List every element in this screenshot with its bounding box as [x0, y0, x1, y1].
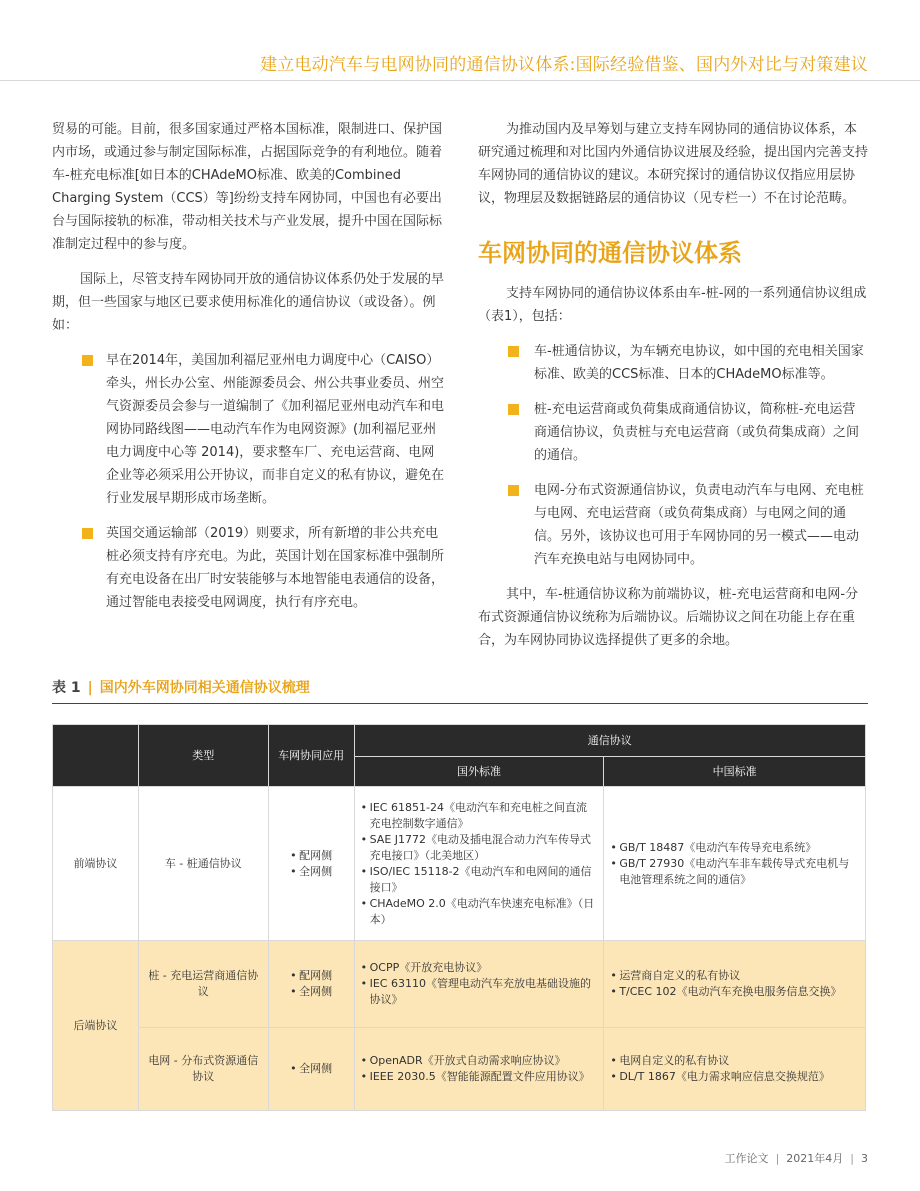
bullet-item-grid-resource: [478, 479, 868, 571]
cell-application: [268, 787, 354, 941]
right-paragraph-1: 为推动国内及早筹划与建立支持车网协同的通信协议体系，本研究通过梳理和对比国内外通信协议进展及经验，提出国内完善支持车网协同的通信协议的建议。本研究探讨的通信协议仅指应用层协议，物理层及数据链路层的通信协议（见专栏一）不在讨论范畴。: [478, 122, 869, 206]
bullet-text: 桩-充电运营商或负荷集成商通信协议，简称桩-充电运营商通信协议，负责桩与充电运营商（或负荷集成商）之间的通信。: [534, 402, 860, 463]
table-caption-separator: |: [87, 680, 93, 696]
footer-label: 工作论文: [724, 1152, 769, 1165]
header-cell-foreign: 国外标准: [354, 757, 604, 787]
right-paragraph-2: 支持车网协同的通信协议体系由车-桩-网的一系列通信协议组成（表1），包括：: [478, 286, 867, 324]
table-header-row: [53, 725, 866, 757]
header-cell-type: 类型: [138, 725, 268, 787]
table-caption-number: 表 1: [52, 680, 81, 696]
application-item: • 配网侧: [290, 848, 332, 864]
square-bullet-icon: [82, 528, 93, 539]
bullet-text: 英国交通运输部（2019）则要求，所有新增的非公共充电桩必须支持有序充电。为此，英国计划在国家标准中强制所有充电设备在出厂时安装能够与本地智能电表通信的设备，通过智能电表接受电网调度，执行有序充电。: [106, 526, 445, 610]
standard-item: • IEEE 2030.5《智能能源配置文件应用协议》: [361, 1069, 598, 1085]
cell-application: [268, 941, 354, 1028]
header-cell-china: 中国标准: [604, 757, 866, 787]
header-cell-application: 车网协同应用: [268, 725, 354, 787]
application-item: • 全网侧: [290, 1061, 332, 1077]
bullet-item-pile-operator: [478, 398, 868, 467]
application-item: • 全网侧: [290, 864, 332, 880]
footer-separator: |: [775, 1152, 780, 1165]
cell-type-vehicle-pile: 车 - 桩通信协议: [138, 787, 268, 941]
standard-item: • IEC 63110《管理电动汽车充放电基础设施的协议》: [361, 976, 598, 1008]
standard-item: • GB/T 18487《电动汽车传导充电系统》: [610, 840, 859, 856]
application-item: • 全网侧: [290, 984, 332, 1000]
cell-category-front: 前端协议: [53, 787, 139, 941]
cell-china-standards: [604, 941, 866, 1028]
application-item: • 配网侧: [290, 968, 332, 984]
standard-item: • GB/T 27930《电动汽车非车载传导式充电机与电池管理系统之间的通信》: [610, 856, 859, 888]
standard-item: • CHAdeMO 2.0《电动汽车快速充电标准》（日本）: [361, 896, 598, 928]
left-paragraph-1: 贸易的可能。目前，很多国家通过严格本国标准，限制进口、保护国内市场，或通过参与制定国际标准，占据国际竞争的有利地位。随着车-桩充电标准[如日本的CHAdeMO标准、欧美的Combined Charging System（CCS）等]纷纷支持车网协同，中国也有必要出台与国际接轨的标准，带动相关技术与产业发展，提升中国在国际标准制定过程中的参与度。: [52, 122, 443, 252]
table-caption-title: 国内外车网协同相关通信协议梳理: [99, 680, 310, 696]
bullet-item-caiso: [52, 349, 444, 510]
table-row-back-1: [53, 941, 866, 1028]
square-bullet-icon: [508, 485, 519, 496]
cell-category-back: 后端协议: [53, 941, 139, 1111]
section-heading: 车网协同的通信协议体系: [478, 239, 742, 267]
bullet-text: 电网-分布式资源通信协议，负责电动汽车与电网、充电桩与电网、充电运营商（或负荷集成商）与电网之间的通信。另外，该协议也可用于车网协同的另一模式——电动汽车充换电站与电网协同中。: [534, 483, 864, 567]
page-number: 3: [861, 1152, 868, 1165]
cell-china-standards: [604, 1028, 866, 1111]
bullet-text: 早在2014年，美国加利福尼亚州电力调度中心（CAISO）牵头，州长办公室、州能源委员会、州公共事业委员、州空气资源委员会参与一道编制了《加利福尼亚州电动汽车和电网协同路线图——电动汽车作为电网资源》(加利福尼亚州电力调度中心等 2014)，要求整车厂、充电运营商、电网企业等必须采用公开协议，而非自定义的私有协议，避免在行业发展早期形成市场垄断。: [106, 353, 445, 506]
cell-foreign-standards: [354, 941, 604, 1028]
cell-foreign-standards: [354, 1028, 604, 1111]
cell-type-pile-operator: 桩 - 充电运营商通信协议: [138, 941, 268, 1028]
square-bullet-icon: [82, 355, 93, 366]
standard-item: • OpenADR《开放式自动需求响应协议》: [361, 1053, 598, 1069]
running-header-title: 建立电动汽车与电网协同的通信协议体系:国际经验借鉴、国内外对比与对策建议: [260, 55, 868, 75]
standard-item: • ISO/IEC 15118-2《电动汽车和电网间的通信接口》: [361, 864, 598, 896]
bullet-text: 车-桩通信协议，为车辆充电协议，如中国的充电相关国家标准、欧美的CCS标准、日本的CHAdeMO标准等。: [534, 344, 864, 382]
page-footer: [725, 1150, 868, 1166]
standard-item: • IEC 61851-24《电动汽车和充电桩之间直流充电控制数字通信》: [361, 800, 598, 832]
bullet-item-uk: [52, 522, 444, 614]
left-column: [52, 118, 444, 626]
bullet-item-vehicle-pile: [478, 340, 868, 386]
square-bullet-icon: [508, 346, 519, 357]
header-divider: [0, 80, 920, 81]
cell-application: [268, 1028, 354, 1111]
standard-item: • OCPP《开放充电协议》: [361, 960, 598, 976]
header-cell-blank: [53, 725, 139, 787]
footer-separator: |: [850, 1152, 854, 1165]
table-row-back-2: [53, 1028, 866, 1111]
protocol-table: [52, 724, 866, 1111]
square-bullet-icon: [508, 404, 519, 415]
table-caption: [52, 677, 310, 697]
standard-item: • 电网自定义的私有协议: [610, 1053, 859, 1069]
standard-item: • T/CEC 102《电动汽车充换电服务信息交换》: [610, 984, 859, 1000]
right-paragraph-3: 其中，车-桩通信协议称为前端协议，桩-充电运营商和电网-分布式资源通信协议统称为后端协议。后端协议之间在功能上存在重合，为车网协同协议选择提供了更多的余地。: [478, 587, 859, 648]
standard-item: • SAE J1772《电动及插电混合动力汽车传导式充电接口》（北美地区）: [361, 832, 598, 864]
right-column: [478, 118, 868, 664]
cell-type-grid-resource: 电网 - 分布式资源通信协议: [138, 1028, 268, 1111]
cell-foreign-standards: [354, 787, 604, 941]
table-row-front: [53, 787, 866, 941]
caption-divider: [52, 703, 868, 704]
cell-china-standards: [604, 787, 866, 941]
standard-item: • DL/T 1867《电力需求响应信息交换规范》: [610, 1069, 859, 1085]
left-paragraph-2: 国际上，尽管支持车网协同开放的通信协议体系仍处于发展的早期，但一些国家与地区已要求使用标准化的通信协议（或设备）。例如：: [52, 272, 445, 333]
header-cell-protocol: 通信协议: [354, 725, 865, 757]
footer-date: 2021年4月: [786, 1152, 844, 1165]
standard-item: • 运营商自定义的私有协议: [610, 968, 859, 984]
